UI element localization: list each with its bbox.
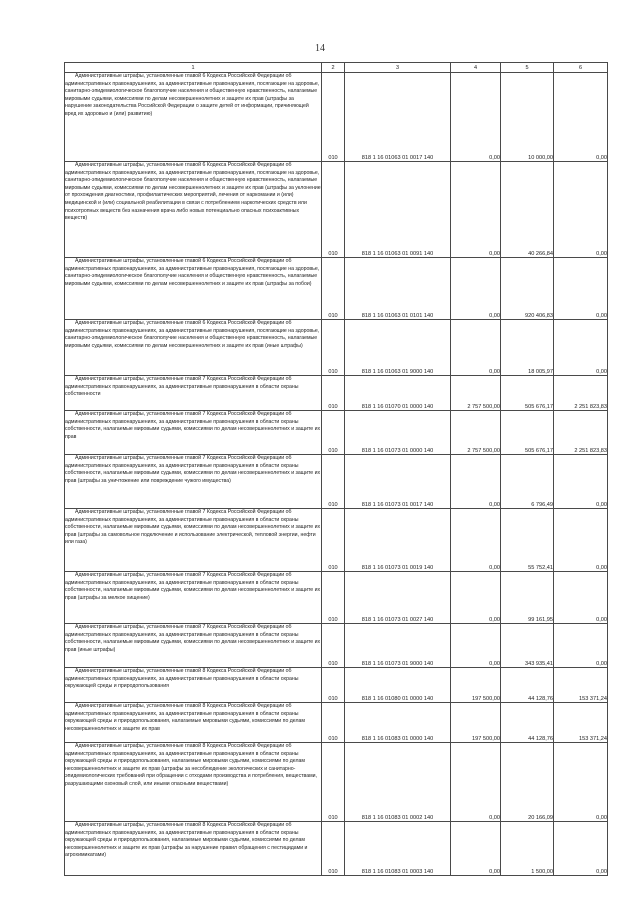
row-classification-code: 818 1 16 01073 01 9000 140 — [345, 624, 451, 668]
row-description: Административные штрафы, установленные главой 6 Кодекса Российской Федерации об административных правонарушениях, за административные правонарушения, посягающие на здоровье, санитарно-эпидемиологическое благополучие населения и общественную нравственность, налагаемые мировыми судьями, комиссиями по делам несовершеннолетних и защите их прав (штрафы за уклонение от прохождения диагностики, профилактических мероприятий, лечения от наркомании и (или) медицинской и (или) социальной реабилитации в связи с потреблением наркотических средств или психотропных веществ без назначения врача либо новых потенциально опасных психоактивных веществ) — [65, 162, 322, 258]
row-value-col6: 2 251 823,83 — [554, 411, 608, 455]
row-classification-code: 818 1 16 01063 01 9000 140 — [345, 320, 451, 376]
row-code: 010 — [322, 455, 345, 509]
row-value-col6: 153 371,24 — [554, 703, 608, 743]
table-row — [65, 572, 608, 624]
column-header: 2 — [322, 63, 345, 73]
table-row — [65, 320, 608, 376]
row-value-col5: 343 935,41 — [501, 624, 554, 668]
row-value-col5: 505 676,17 — [501, 411, 554, 455]
row-classification-code: 818 1 16 01073 01 0000 140 — [345, 411, 451, 455]
row-description: Административные штрафы, установленные главой 7 Кодекса Российской Федерации об административных правонарушениях, за административные правонарушения в области охраны собственности, налагаемые мировыми судьями, комиссиями по делам несовершеннолетних и защите их прав (штрафы за мелкое хищение) — [65, 572, 322, 624]
row-value-col6: 2 251 823,83 — [554, 376, 608, 411]
row-value-col5: 40 266,84 — [501, 162, 554, 258]
row-value-col4: 2 757 500,00 — [451, 411, 501, 455]
row-description: Административные штрафы, установленные главой 8 Кодекса Российской Федерации об административных правонарушениях, за административные правонарушения в области охраны окружающей среды и природопользования — [65, 668, 322, 703]
row-value-col5: 55 752,41 — [501, 509, 554, 572]
row-value-col5: 6 796,49 — [501, 455, 554, 509]
row-code: 010 — [322, 376, 345, 411]
row-classification-code: 818 1 16 01083 01 0003 140 — [345, 822, 451, 876]
row-value-col4: 197 500,00 — [451, 703, 501, 743]
row-code: 010 — [322, 73, 345, 162]
column-header: 1 — [65, 63, 322, 73]
row-value-col5: 20 166,09 — [501, 743, 554, 822]
row-value-col6: 0,00 — [554, 509, 608, 572]
table-row — [65, 668, 608, 703]
row-value-col5: 44 128,76 — [501, 668, 554, 703]
row-value-col5: 10 000,00 — [501, 73, 554, 162]
row-value-col4: 0,00 — [451, 258, 501, 320]
row-code: 010 — [322, 411, 345, 455]
column-header: 5 — [501, 63, 554, 73]
table-row — [65, 624, 608, 668]
row-description: Административные штрафы, установленные главой 6 Кодекса Российской Федерации об административных правонарушениях, за административные правонарушения, посягающие на здоровье, санитарно-эпидемиологическое благополучие населения и общественную нравственность, налагаемые мировыми судьями, комиссиями по делам несовершеннолетних и защите их прав (штрафы за побои) — [65, 258, 322, 320]
row-classification-code: 818 1 16 01070 01 0000 140 — [345, 376, 451, 411]
row-code: 010 — [322, 509, 345, 572]
row-description: Административные штрафы, установленные главой 8 Кодекса Российской Федерации об административных правонарушениях, за административные правонарушения в области охраны окружающей среды и природопользования, налагаемые мировыми судьями, комиссиями по делам несовершеннолетних и защите их прав — [65, 703, 322, 743]
row-classification-code: 818 1 16 01073 01 0019 140 — [345, 509, 451, 572]
row-code: 010 — [322, 162, 345, 258]
row-classification-code: 818 1 16 01083 01 0002 140 — [345, 743, 451, 822]
row-description: Административные штрафы, установленные главой 7 Кодекса Российской Федерации об административных правонарушениях, за административные правонарушения в области охраны собственности, налагаемые мировыми судьями, комиссиями по делам несовершеннолетних и защите их прав (штрафы за самовольное подключение и использование электрической, тепловой энергии, нефти или газа) — [65, 509, 322, 572]
row-value-col4: 0,00 — [451, 743, 501, 822]
table-row — [65, 822, 608, 876]
row-value-col5: 99 161,95 — [501, 572, 554, 624]
row-value-col6: 153 371,24 — [554, 668, 608, 703]
row-code: 010 — [322, 624, 345, 668]
row-classification-code: 818 1 16 01073 01 0017 140 — [345, 455, 451, 509]
row-classification-code: 818 1 16 01063 01 0101 140 — [345, 258, 451, 320]
table-row — [65, 455, 608, 509]
column-header: 6 — [554, 63, 608, 73]
row-value-col4: 2 757 500,00 — [451, 376, 501, 411]
row-description: Административные штрафы, установленные главой 8 Кодекса Российской Федерации об административных правонарушениях, за административные правонарушения в области охраны окружающей среды и природопользования, налагаемые мировыми судьями, комиссиями по делам несовершеннолетних и защите их прав (штрафы за нарушение правил обращения с пестицидами и агрохимикатами) — [65, 822, 322, 876]
row-description: Административные штрафы, установленные главой 8 Кодекса Российской Федерации об административных правонарушениях, за административные правонарушения в области охраны окружающей среды и природопользования, налагаемые мировыми судьями, комиссиями по делам несовершеннолетних и защите их прав (штрафы за несоблюдение экологических и санитарно-эпидемиологических требований при обращении с отходами производства и потребления, веществами, разрушающими озоновый слой, или иными опасными веществами) — [65, 743, 322, 822]
row-classification-code: 818 1 16 01073 01 0027 140 — [345, 572, 451, 624]
column-header: 3 — [345, 63, 451, 73]
row-code: 010 — [322, 258, 345, 320]
row-code: 010 — [322, 703, 345, 743]
table-row — [65, 703, 608, 743]
table-row — [65, 258, 608, 320]
row-value-col5: 1 500,00 — [501, 822, 554, 876]
row-classification-code: 818 1 16 01063 01 0017 140 — [345, 73, 451, 162]
page-number: 14 — [315, 43, 325, 54]
row-value-col5: 18 005,97 — [501, 320, 554, 376]
row-value-col6: 0,00 — [554, 455, 608, 509]
table-row — [65, 743, 608, 822]
row-value-col4: 0,00 — [451, 455, 501, 509]
report-table — [64, 62, 608, 876]
row-value-col5: 505 676,17 — [501, 376, 554, 411]
row-description: Административные штрафы, установленные главой 7 Кодекса Российской Федерации об административных правонарушениях, за административные правонарушения в области охраны собственности — [65, 376, 322, 411]
row-value-col6: 0,00 — [554, 258, 608, 320]
row-value-col6: 0,00 — [554, 822, 608, 876]
table-row — [65, 73, 608, 162]
row-value-col4: 0,00 — [451, 822, 501, 876]
table-row — [65, 162, 608, 258]
row-description: Административные штрафы, установленные главой 7 Кодекса Российской Федерации об административных правонарушениях, за административные правонарушения в области охраны собственности, налагаемые мировыми судьями, комиссиями по делам несовершеннолетних и защите их прав — [65, 411, 322, 455]
table-row — [65, 376, 608, 411]
row-value-col4: 0,00 — [451, 73, 501, 162]
row-value-col6: 0,00 — [554, 73, 608, 162]
row-value-col6: 0,00 — [554, 162, 608, 258]
table-row — [65, 411, 608, 455]
row-code: 010 — [322, 320, 345, 376]
row-value-col4: 0,00 — [451, 624, 501, 668]
row-value-col6: 0,00 — [554, 320, 608, 376]
row-value-col5: 920 406,83 — [501, 258, 554, 320]
row-value-col4: 0,00 — [451, 509, 501, 572]
row-value-col6: 0,00 — [554, 743, 608, 822]
row-classification-code: 818 1 16 01083 01 0000 140 — [345, 703, 451, 743]
row-code: 010 — [322, 822, 345, 876]
row-classification-code: 818 1 16 01063 01 0091 140 — [345, 162, 451, 258]
column-header: 4 — [451, 63, 501, 73]
row-value-col4: 0,00 — [451, 320, 501, 376]
table-header-row — [65, 63, 608, 73]
row-code: 010 — [322, 572, 345, 624]
row-value-col6: 0,00 — [554, 572, 608, 624]
row-code: 010 — [322, 668, 345, 703]
row-description: Административные штрафы, установленные главой 6 Кодекса Российской Федерации об административных правонарушениях, за административные правонарушения, посягающие на здоровье, санитарно-эпидемиологическое благополучие населения и общественную нравственность, налагаемые мировыми судьями, комиссиями по делам несовершеннолетних и защите их прав (штрафы за нарушение законодательства Российской Федерации о защите детей от информации, причиняющей вред их здоровью и (или) развитию) — [65, 73, 322, 162]
row-description: Административные штрафы, установленные главой 7 Кодекса Российской Федерации об административных правонарушениях, за административные правонарушения в области охраны собственности, налагаемые мировыми судьями, комиссиями по делам несовершеннолетних и защите их прав (штрафы за уничтожение или повреждение чужого имущества) — [65, 455, 322, 509]
table-row — [65, 509, 608, 572]
row-classification-code: 818 1 16 01080 01 0000 140 — [345, 668, 451, 703]
row-code: 010 — [322, 743, 345, 822]
row-description: Административные штрафы, установленные главой 6 Кодекса Российской Федерации об административных правонарушениях, за административные правонарушения, посягающие на здоровье, санитарно-эпидемиологическое благополучие населения и общественную нравственность, налагаемые мировыми судьями, комиссиями по делам несовершеннолетних и защите их прав (иные штрафы) — [65, 320, 322, 376]
row-description: Административные штрафы, установленные главой 7 Кодекса Российской Федерации об административных правонарушениях, за административные правонарушения в области охраны собственности, налагаемые мировыми судьями, комиссиями по делам несовершеннолетних и защите их прав (иные штрафы) — [65, 624, 322, 668]
row-value-col6: 0,00 — [554, 624, 608, 668]
row-value-col4: 0,00 — [451, 572, 501, 624]
row-value-col5: 44 128,76 — [501, 703, 554, 743]
row-value-col4: 0,00 — [451, 162, 501, 258]
row-value-col4: 197 500,00 — [451, 668, 501, 703]
